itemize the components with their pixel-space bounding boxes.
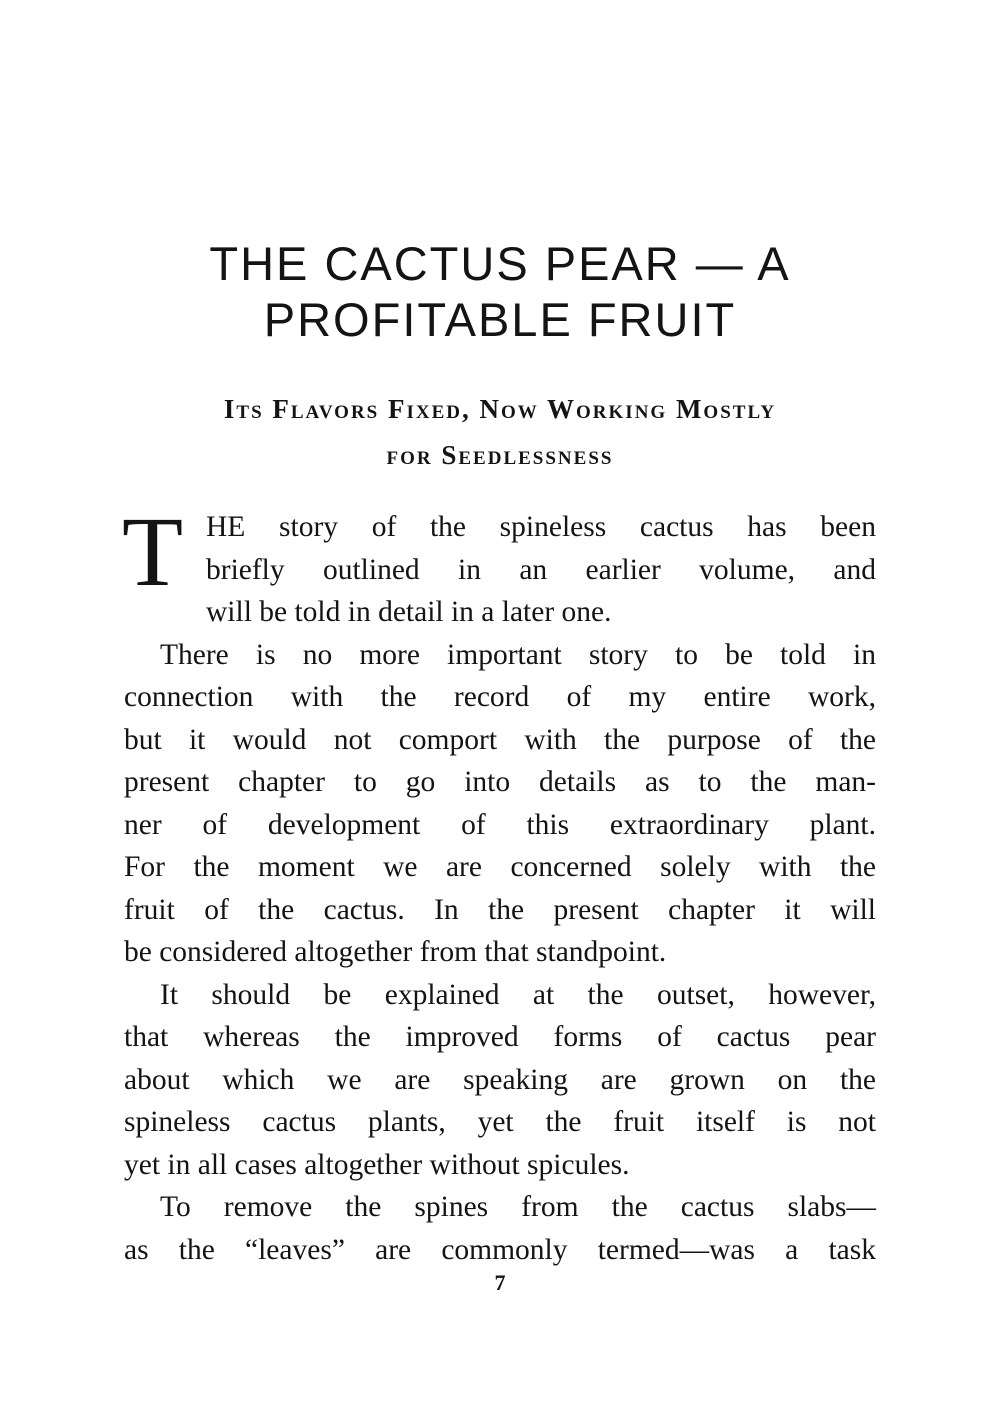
paragraph-line: about which we are speaking are grown on the	[124, 1063, 876, 1096]
paragraph-1	[122, 496, 876, 634]
paragraph-line: briefly outlined in an earlier volume, and	[206, 553, 876, 586]
paragraph-line: that whereas the improved forms of cactus pear	[124, 1021, 876, 1053]
paragraph-line: ner of development of this extraordinary plant.	[124, 808, 876, 841]
page-number: 7	[494, 1270, 506, 1295]
paragraph-line: will be told in detail in a later one.	[206, 596, 612, 628]
paragraph-line: yet in all cases altogether without spicules.	[124, 1148, 630, 1181]
paragraph-line: connection with the record of my entire work,	[124, 681, 876, 713]
drop-cap: T	[122, 496, 184, 607]
paragraph-line: as the “leaves” are commonly termed—was a task	[124, 1233, 876, 1266]
paragraph-line: spineless cactus plants, yet the fruit itself is not	[124, 1106, 876, 1138]
paragraph-4	[124, 1186, 876, 1271]
paragraph-2	[124, 634, 876, 974]
paragraph-line: present chapter to go into details as to the man-	[124, 766, 876, 798]
paragraph-line: be considered altogether from that standpoint.	[124, 936, 667, 968]
chapter-subtitle-line-2: for Seedlessness	[386, 440, 614, 470]
paragraph-line: fruit of the cactus. In the present chapter it will	[124, 893, 876, 926]
paragraph-line: but it would not comport with the purpose of the	[124, 723, 876, 756]
chapter-title-line-2: PROFITABLE FRUIT	[263, 293, 737, 346]
chapter-title-line-1: THE CACTUS PEAR — A	[209, 237, 791, 290]
chapter-subtitle	[0, 386, 1000, 478]
chapter-subtitle-line-1: Its Flavors Fixed, Now Working Mostly	[223, 394, 777, 424]
paragraph-line: To remove the spines from the cactus slabs—	[160, 1191, 876, 1223]
paragraph-line: It should be explained at the outset, however,	[160, 978, 876, 1011]
paragraph-line: There is no more important story to be told in	[160, 638, 876, 671]
body-text	[122, 496, 876, 1271]
paragraph-line: HE story of the spineless cactus has been	[206, 511, 876, 543]
chapter-title	[0, 236, 1000, 348]
paragraph-line: For the moment we are concerned solely with the	[124, 851, 876, 883]
paragraph-3	[124, 974, 876, 1187]
